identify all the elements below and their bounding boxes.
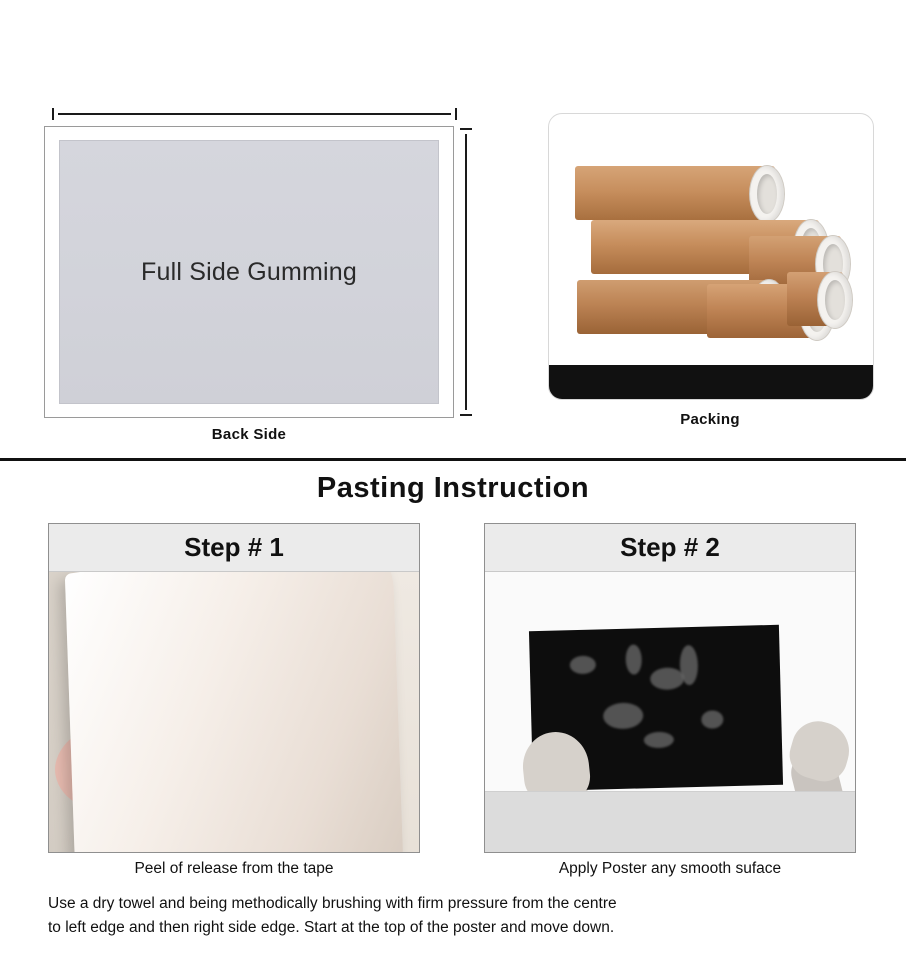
poster-sheet-outline [44, 126, 454, 418]
poster-texture-blob [679, 645, 698, 685]
step-1-caption: Peel of release from the tape [134, 860, 334, 877]
mailing-tube [575, 166, 775, 220]
gumming-area [59, 140, 439, 404]
step-1-header [49, 524, 419, 572]
width-dimension-line [52, 108, 457, 120]
step-card-1 [48, 523, 420, 853]
packing-caption: Packing [680, 411, 740, 428]
packing-photo [548, 113, 874, 400]
table-surface [485, 791, 855, 852]
dimension-bar-vertical [465, 134, 467, 410]
footer-line-1: Use a dry towel and being methodically brushing with firm pressure from the centre [48, 895, 617, 912]
step-2-photo [485, 572, 855, 852]
mailing-tube [787, 272, 843, 326]
poster-texture-blob [570, 656, 596, 675]
back-side-diagram [42, 108, 472, 443]
dimension-cap-top [460, 128, 472, 130]
step-2-heading: Step # 2 [620, 532, 720, 562]
tube-cap-inner [825, 280, 845, 320]
tube-end-cap [749, 165, 785, 223]
step-1-heading: Step # 1 [184, 532, 284, 562]
poster-texture-blob [625, 644, 642, 674]
poster-texture-blob [603, 702, 644, 729]
footer-line-2: to left edge and then right side edge. Start at the top of the poster and move down. [48, 919, 615, 937]
poster-texture-blob [644, 732, 674, 749]
release-liner-peel [65, 572, 403, 852]
gumming-label: Full Side Gumming [141, 257, 357, 286]
tube-cap-inner [757, 174, 777, 214]
tube-body [575, 166, 775, 220]
pasting-instruction-title: Pasting Instruction [316, 472, 590, 504]
footer-instructions [48, 892, 860, 940]
tube-end-cap [817, 271, 853, 329]
height-dimension-line [460, 128, 472, 416]
poster-texture-blob [701, 710, 723, 729]
product-detail-section [0, 0, 906, 456]
photo-base-shadow [549, 365, 873, 399]
dimension-bar-horizontal [58, 113, 451, 115]
step-1-photo [49, 572, 419, 852]
packing-photo-block [548, 113, 872, 438]
step-2-caption: Apply Poster any smooth suface [558, 860, 782, 877]
dimension-cap-right [455, 108, 457, 120]
poster-texture-blob [650, 667, 685, 690]
section-divider [0, 458, 906, 461]
dimension-cap-left [52, 108, 54, 120]
step-card-2 [484, 523, 856, 853]
back-side-caption: Back Side [211, 426, 287, 443]
step-2-header [485, 524, 855, 572]
dimension-cap-bottom [460, 414, 472, 416]
